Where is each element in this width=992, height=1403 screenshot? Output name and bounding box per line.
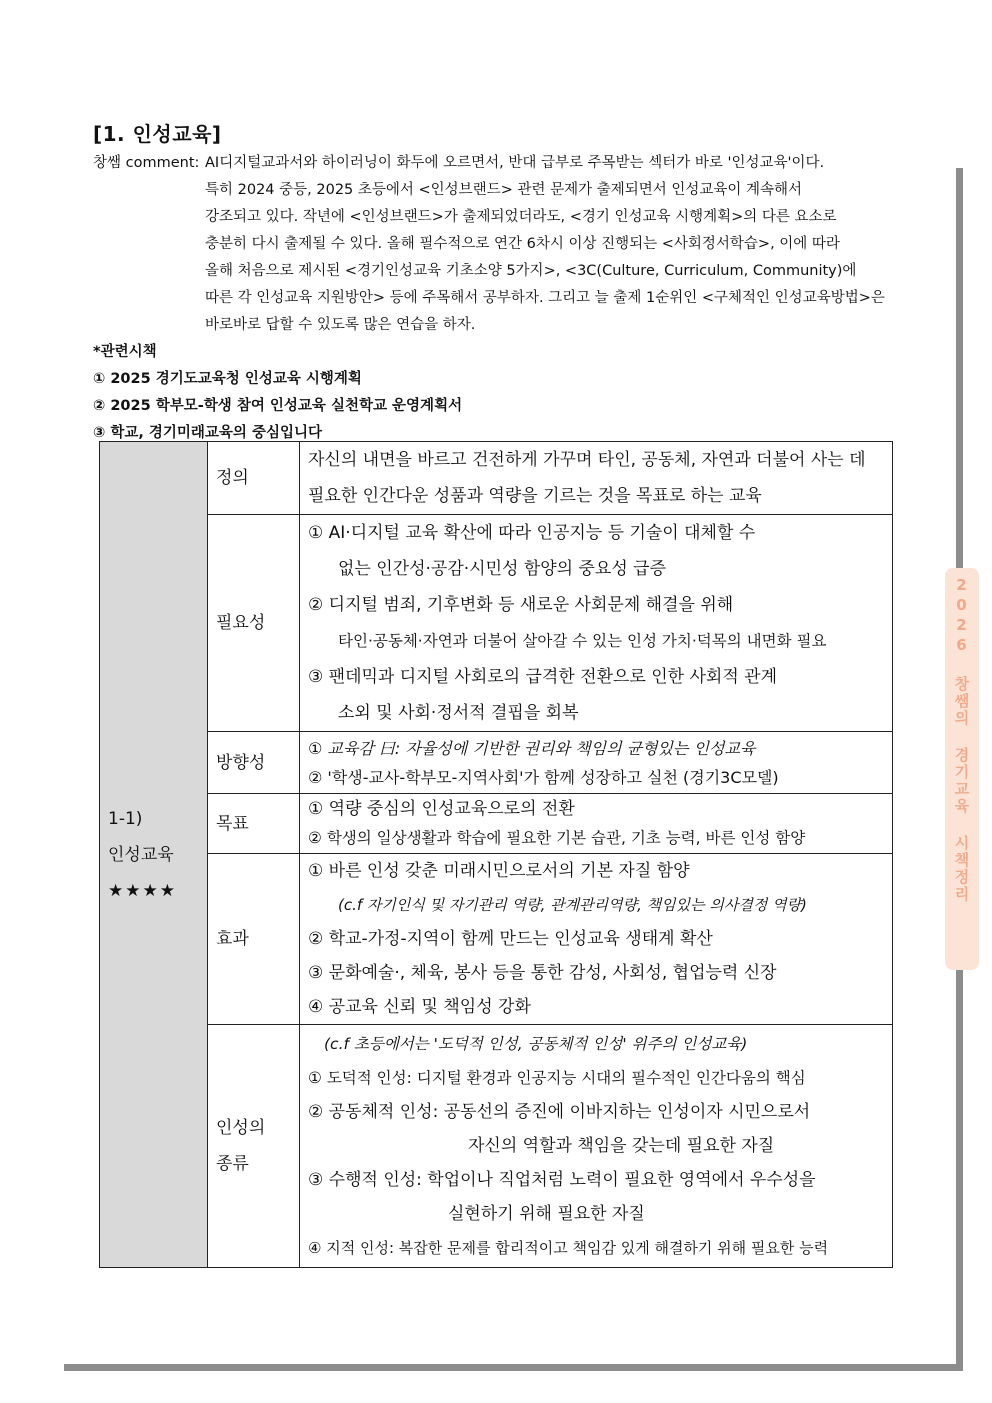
- content-line: ② 학생의 일상생활과 학습에 필요한 기본 습관, 기초 능력, 바른 인성 함양: [308, 828, 806, 847]
- row-content: [300, 1025, 893, 1268]
- content-line: ① 역량 중심의 인성교육으로의 전환: [308, 798, 575, 819]
- table-row: [100, 794, 893, 854]
- related-item: ① 2025 경기도교육청 인성교육 시행계획: [93, 371, 362, 387]
- category-number: 1-1): [108, 808, 143, 829]
- category-cell: [100, 442, 208, 1268]
- content-line: 실현하기 위해 필요한 자질: [448, 1204, 645, 1224]
- content-line: (c.f 자기인식 및 자기관리 역량, 관계관리역량, 책임있는 의사결정 역량): [338, 896, 807, 914]
- comment-line: 특히 2024 중등, 2025 초등에서 <인성브랜드> 관련 문제가 출제되면서 인성교육이 계속해서: [205, 182, 803, 198]
- row-label: 정의: [208, 442, 300, 515]
- row-content: [300, 854, 893, 1025]
- comment-line: 강조되고 있다. 작년에 <인성브랜드>가 출제되었더라도, <경기 인성교육 시행계획>의 다른 요소로: [205, 209, 837, 225]
- content-line: 타인·공동체·자연과 더불어 살아갈 수 있는 인성 가치·덕목의 내면화 필요: [338, 632, 827, 650]
- row-label: 방향성: [208, 732, 300, 794]
- content-line: 없는 인간성·공감·시민성 함양의 중요성 급증: [338, 559, 667, 579]
- side-tab-label: 2026 창쌤의 경기교육 시책정리: [952, 576, 971, 903]
- content-line: ① AI·디지털 교육 확산에 따라 인공지능 등 기술이 대체할 수: [308, 523, 756, 543]
- content-line: ④ 공교육 신뢰 및 책임성 강화: [308, 997, 531, 1017]
- table-row: [100, 1025, 893, 1268]
- table-row: [100, 515, 893, 732]
- table-row: [100, 732, 893, 794]
- content-line: ② '학생-교사-학부모-지역사회'가 함께 성장하고 실천 (경기3C모델): [308, 767, 779, 787]
- content-line: 소외 및 사회·정서적 결핍을 회복: [338, 703, 579, 723]
- content-line: ① 바른 인성 갖춘 미래시민으로서의 기본 자질 함양: [308, 861, 690, 881]
- row-label: 효과: [208, 854, 300, 1025]
- comment-line: 바로바로 답할 수 있도록 많은 연습을 하자.: [205, 317, 476, 333]
- content-line: ③ 팬데믹과 디지털 사회로의 급격한 전환으로 인한 사회적 관계: [308, 667, 778, 687]
- importance-stars: ★★★★: [108, 880, 177, 901]
- content-line: ④ 지적 인성: 복잡한 문제를 합리적이고 책임감 있게 해결하기 위해 필요한 능력: [308, 1239, 829, 1257]
- row-label-line: 종류: [216, 1154, 249, 1174]
- row-content: [300, 732, 893, 794]
- content-line: ③ 수행적 인성: 학업이나 직업처럼 노력이 필요한 영역에서 우수성을: [308, 1170, 816, 1190]
- row-label: 필요성: [208, 515, 300, 732]
- table-row: [100, 854, 893, 1025]
- row-label: [208, 1025, 300, 1268]
- related-policies: [93, 339, 462, 447]
- content-line: ② 학교-가정-지역이 함께 만드는 인성교육 생태계 확산: [308, 929, 713, 949]
- content-line: 자신의 내면을 바르고 건전하게 가꾸며 타인, 공동체, 자연과 더불어 사는 데: [308, 450, 866, 470]
- table-row: [100, 442, 893, 515]
- comment-line: AI디지털교과서와 하이러닝이 화두에 오르면서, 반대 급부로 주목받는 섹터가 바로 '인성교육'이다.: [205, 155, 825, 171]
- section-title: [1. 인성교육]: [93, 122, 222, 146]
- content-line: ② 공동체적 인성: 공동선의 증진에 이바지하는 인성이자 시민으로서: [308, 1102, 811, 1122]
- row-label: 목표: [208, 794, 300, 854]
- related-heading: *관련시책: [93, 344, 157, 360]
- comment-label: 창쌤 comment:: [93, 155, 200, 171]
- comment-text: [205, 150, 895, 339]
- content-line: ② 디지털 범죄, 기후변화 등 새로운 사회문제 해결을 위해: [308, 595, 734, 615]
- related-item: ② 2025 학부모-학생 참여 인성교육 실천학교 운영계획서: [93, 398, 463, 414]
- row-content: [300, 515, 893, 732]
- category-title: 인성교육: [108, 844, 174, 865]
- content-line: ③ 문화예술·, 체육, 봉사 등을 통한 감성, 사회성, 협업능력 신장: [308, 963, 777, 983]
- comment-line: 올해 처음으로 제시된 <경기인성교육 기초소양 5가지>, <3C(Culture, Curriculum, Community)에: [205, 263, 857, 279]
- row-content: [300, 794, 893, 854]
- content-line: (c.f 초등에서는 '도덕적 인성, 공동체적 인성' 위주의 인성교육): [324, 1035, 748, 1053]
- comment-line: 충분히 다시 출제될 수 있다. 올해 필수적으로 연간 6차시 이상 진행되는 <사회정서학습>, 이에 따라: [205, 236, 840, 252]
- comment-line: 따른 각 인성교육 지원방안> 등에 주목해서 공부하자. 그리고 늘 출제 1순위인 <구체적인 인성교육방법>은: [205, 290, 885, 306]
- content-line: 자신의 역할과 책임을 갖는데 필요한 자질: [468, 1136, 775, 1156]
- row-content: [300, 442, 893, 515]
- related-item: ③ 학교, 경기미래교육의 중심입니다: [93, 425, 323, 441]
- content-line: ① 도덕적 인성: 디지털 환경과 인공지능 시대의 필수적인 인간다움의 핵심: [308, 1069, 806, 1087]
- content-line: 필요한 인간다운 성품과 역량을 기르는 것을 목표로 하는 교육: [308, 486, 762, 506]
- page-border-bottom: [64, 1364, 963, 1371]
- content-line: ① 교육감 曰: 자율성에 기반한 권리와 책임의 균형있는 인성교육: [308, 738, 756, 758]
- summary-table: [99, 441, 893, 1268]
- row-label-line: 인성의: [216, 1118, 266, 1138]
- side-tab: [945, 568, 979, 970]
